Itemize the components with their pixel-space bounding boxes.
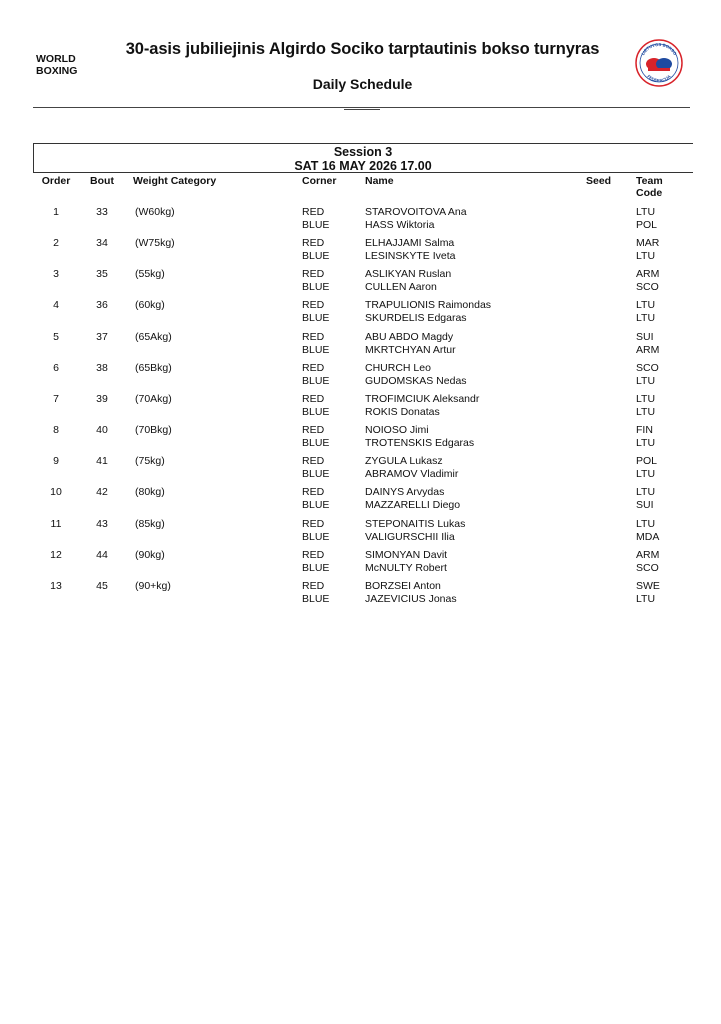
bout-order: 13 [50, 579, 62, 592]
blue-team-code: LTU [636, 437, 656, 450]
weight-category: (90kg) [135, 548, 165, 561]
bout-number: 41 [96, 455, 108, 468]
blue-boxer-name: LESINSKYTE Iveta [365, 250, 456, 263]
bout-number: 36 [96, 299, 108, 312]
bout-row [0, 205, 721, 235]
bout-order: 7 [53, 392, 59, 405]
bout-row [0, 485, 721, 515]
blue-corner-label: BLUE [302, 343, 330, 356]
bout-order: 1 [53, 206, 59, 218]
column-header-corner: Corner [302, 175, 337, 187]
red-boxer-name: ABU ABDO Magdy [365, 330, 454, 343]
bout-order: 12 [50, 548, 62, 561]
bout-row [0, 267, 721, 297]
page-subtitle: Daily Schedule [312, 76, 413, 92]
red-boxer-name: SIMONYAN Davit [365, 548, 448, 561]
bout-order: 4 [53, 299, 59, 312]
red-corner-label: RED [302, 268, 325, 281]
blue-team-code: ARM [636, 343, 660, 356]
bout-order: 8 [53, 424, 59, 437]
red-boxer-name: TRAPULIONIS Raimondas [365, 299, 492, 312]
red-team-code: LTU [636, 517, 656, 530]
blue-corner-label: BLUE [302, 530, 330, 543]
red-corner-label: RED [302, 455, 325, 468]
blue-boxer-name: HASS Wiktoria [365, 219, 435, 231]
red-boxer-name: BORZSEI Anton [365, 579, 441, 592]
red-team-code: POL [636, 455, 658, 468]
blue-corner-label: BLUE [302, 374, 330, 387]
bout-number: 42 [96, 486, 108, 499]
blue-corner-label: BLUE [302, 405, 330, 418]
bout-order: 9 [53, 455, 59, 468]
blue-team-code: LTU [636, 468, 656, 481]
bout-number: 34 [96, 237, 108, 250]
blue-boxer-name: SKURDELIS Edgaras [365, 312, 467, 325]
emblem-top-text: LIETUVOS BOKSO [640, 41, 678, 56]
bout-number: 43 [96, 517, 108, 530]
red-boxer-name: ASLIKYAN Ruslan [365, 268, 452, 281]
bout-number: 39 [96, 392, 108, 405]
blue-boxer-name: JAZEVICIUS Jonas [365, 592, 457, 605]
logo-line2: BOXING [36, 65, 78, 76]
bout-row [0, 298, 721, 328]
blue-corner-label: BLUE [302, 437, 330, 450]
page-title: 30-asis jubiliejinis Algirdo Sociko tarptautinis bokso turnyras [125, 40, 600, 58]
bout-row [0, 236, 721, 266]
blue-team-code: SCO [636, 561, 659, 574]
blue-boxer-name: VALIGURSCHII Ilia [365, 530, 455, 543]
column-header-name: Name [365, 175, 394, 187]
red-team-code: SWE [636, 579, 660, 592]
red-boxer-name: ZYGULA Lukasz [365, 455, 443, 468]
emblem-bottom-text: FEDERACIJA [646, 73, 672, 84]
bout-number: 33 [96, 206, 108, 218]
red-corner-label: RED [302, 424, 325, 437]
red-corner-label: RED [302, 579, 325, 592]
blue-corner-label: BLUE [302, 468, 330, 481]
blue-corner-label: BLUE [302, 561, 330, 574]
weight-category: (W75kg) [135, 237, 175, 250]
red-corner-label: RED [302, 392, 325, 405]
red-team-code: LTU [636, 206, 656, 218]
column-header-order: Order [41, 175, 71, 187]
bout-row [0, 548, 721, 578]
column-header-team-line1: Team [636, 175, 663, 187]
red-boxer-name: NOIOSO Jimi [365, 424, 429, 437]
red-team-code: FIN [636, 424, 653, 437]
red-team-code: ARM [636, 548, 660, 561]
blue-corner-label: BLUE [302, 312, 330, 325]
blue-boxer-name: MKRTCHYAN Artur [365, 343, 456, 356]
blue-corner-label: BLUE [302, 219, 330, 231]
weight-category: (70Bkg) [135, 424, 172, 437]
bout-row [0, 423, 721, 453]
red-corner-label: RED [302, 486, 325, 499]
weight-category: (65Akg) [135, 330, 172, 343]
weight-category: (90+kg) [135, 579, 171, 592]
red-corner-label: RED [302, 330, 325, 343]
blue-boxer-name: McNULTY Robert [365, 561, 447, 574]
column-header-team-line2: Code [636, 187, 663, 199]
blue-team-code: POL [636, 219, 658, 231]
blue-team-code: SCO [636, 281, 659, 294]
blue-team-code: MDA [636, 530, 660, 543]
red-team-code: MAR [636, 237, 660, 250]
bout-order: 3 [53, 268, 59, 281]
red-corner-label: RED [302, 237, 325, 250]
weight-category: (55kg) [135, 268, 165, 281]
blue-boxer-name: ABRAMOV Vladimir [365, 468, 459, 481]
weight-category: (65Bkg) [135, 361, 172, 374]
blue-team-code: LTU [636, 250, 656, 263]
session-title: Session 3 [333, 145, 393, 159]
weight-category: (W60kg) [135, 206, 175, 218]
bout-row [0, 361, 721, 391]
session-date: SAT 16 MAY 2026 17.00 [294, 159, 432, 173]
red-team-code: SUI [636, 330, 654, 343]
header-rule-notch [344, 109, 380, 110]
red-boxer-name: STAROVOITOVA Ana [365, 206, 467, 218]
red-corner-label: RED [302, 548, 325, 561]
weight-category: (85kg) [135, 517, 165, 530]
red-corner-label: RED [302, 361, 325, 374]
red-team-code: LTU [636, 486, 656, 499]
column-header-weight: Weight Category [133, 175, 217, 187]
red-boxer-name: TROFIMCIUK Aleksandr [365, 392, 480, 405]
bout-number: 44 [96, 548, 108, 561]
bout-number: 40 [96, 424, 108, 437]
blue-team-code: LTU [636, 312, 656, 325]
red-boxer-name: CHURCH Leo [365, 361, 431, 374]
bout-number: 35 [96, 268, 108, 281]
header-rule [33, 107, 690, 108]
bout-row [0, 330, 721, 360]
blue-team-code: LTU [636, 592, 656, 605]
blue-corner-label: BLUE [302, 250, 330, 263]
red-team-code: ARM [636, 268, 660, 281]
red-corner-label: RED [302, 299, 325, 312]
red-team-code: LTU [636, 299, 656, 312]
bout-row [0, 517, 721, 547]
column-header-team [636, 175, 663, 199]
red-corner-label: RED [302, 206, 325, 218]
bout-order: 11 [50, 517, 62, 530]
red-corner-label: RED [302, 517, 325, 530]
bout-row [0, 454, 721, 484]
weight-category: (60kg) [135, 299, 165, 312]
red-boxer-name: STEPONAITIS Lukas [365, 517, 466, 530]
bout-row [0, 392, 721, 422]
blue-corner-label: BLUE [302, 592, 330, 605]
weight-category: (80kg) [135, 486, 165, 499]
blue-team-code: LTU [636, 405, 656, 418]
blue-team-code: LTU [636, 374, 656, 387]
logo-line1: WORLD [36, 53, 76, 65]
red-team-code: SCO [636, 361, 659, 374]
bout-order: 10 [50, 486, 62, 499]
bout-order: 2 [53, 237, 59, 250]
blue-boxer-name: GUDOMSKAS Nedas [365, 374, 467, 387]
red-boxer-name: DAINYS Arvydas [365, 486, 445, 499]
federation-emblem [634, 38, 684, 88]
blue-corner-label: BLUE [302, 499, 330, 512]
blue-team-code: SUI [636, 499, 654, 512]
bout-number: 45 [96, 579, 108, 592]
blue-corner-label: BLUE [302, 281, 330, 294]
column-header-seed: Seed [586, 175, 612, 187]
bout-order: 6 [53, 361, 59, 374]
blue-boxer-name: CULLEN Aaron [365, 281, 437, 294]
blue-boxer-name: ROKIS Donatas [365, 405, 440, 418]
red-boxer-name: ELHAJJAMI Salma [365, 237, 455, 250]
bout-number: 38 [96, 361, 108, 374]
red-team-code: LTU [636, 392, 656, 405]
bout-row [0, 579, 721, 609]
column-header-bout: Bout [90, 175, 114, 187]
weight-category: (75kg) [135, 455, 165, 468]
weight-category: (70Akg) [135, 392, 172, 405]
bout-number: 37 [96, 330, 108, 343]
blue-boxer-name: TROTENSKIS Edgaras [365, 437, 475, 450]
blue-boxer-name: MAZZARELLI Diego [365, 499, 461, 512]
bout-order: 5 [53, 330, 59, 343]
world-boxing-logo [36, 52, 102, 76]
